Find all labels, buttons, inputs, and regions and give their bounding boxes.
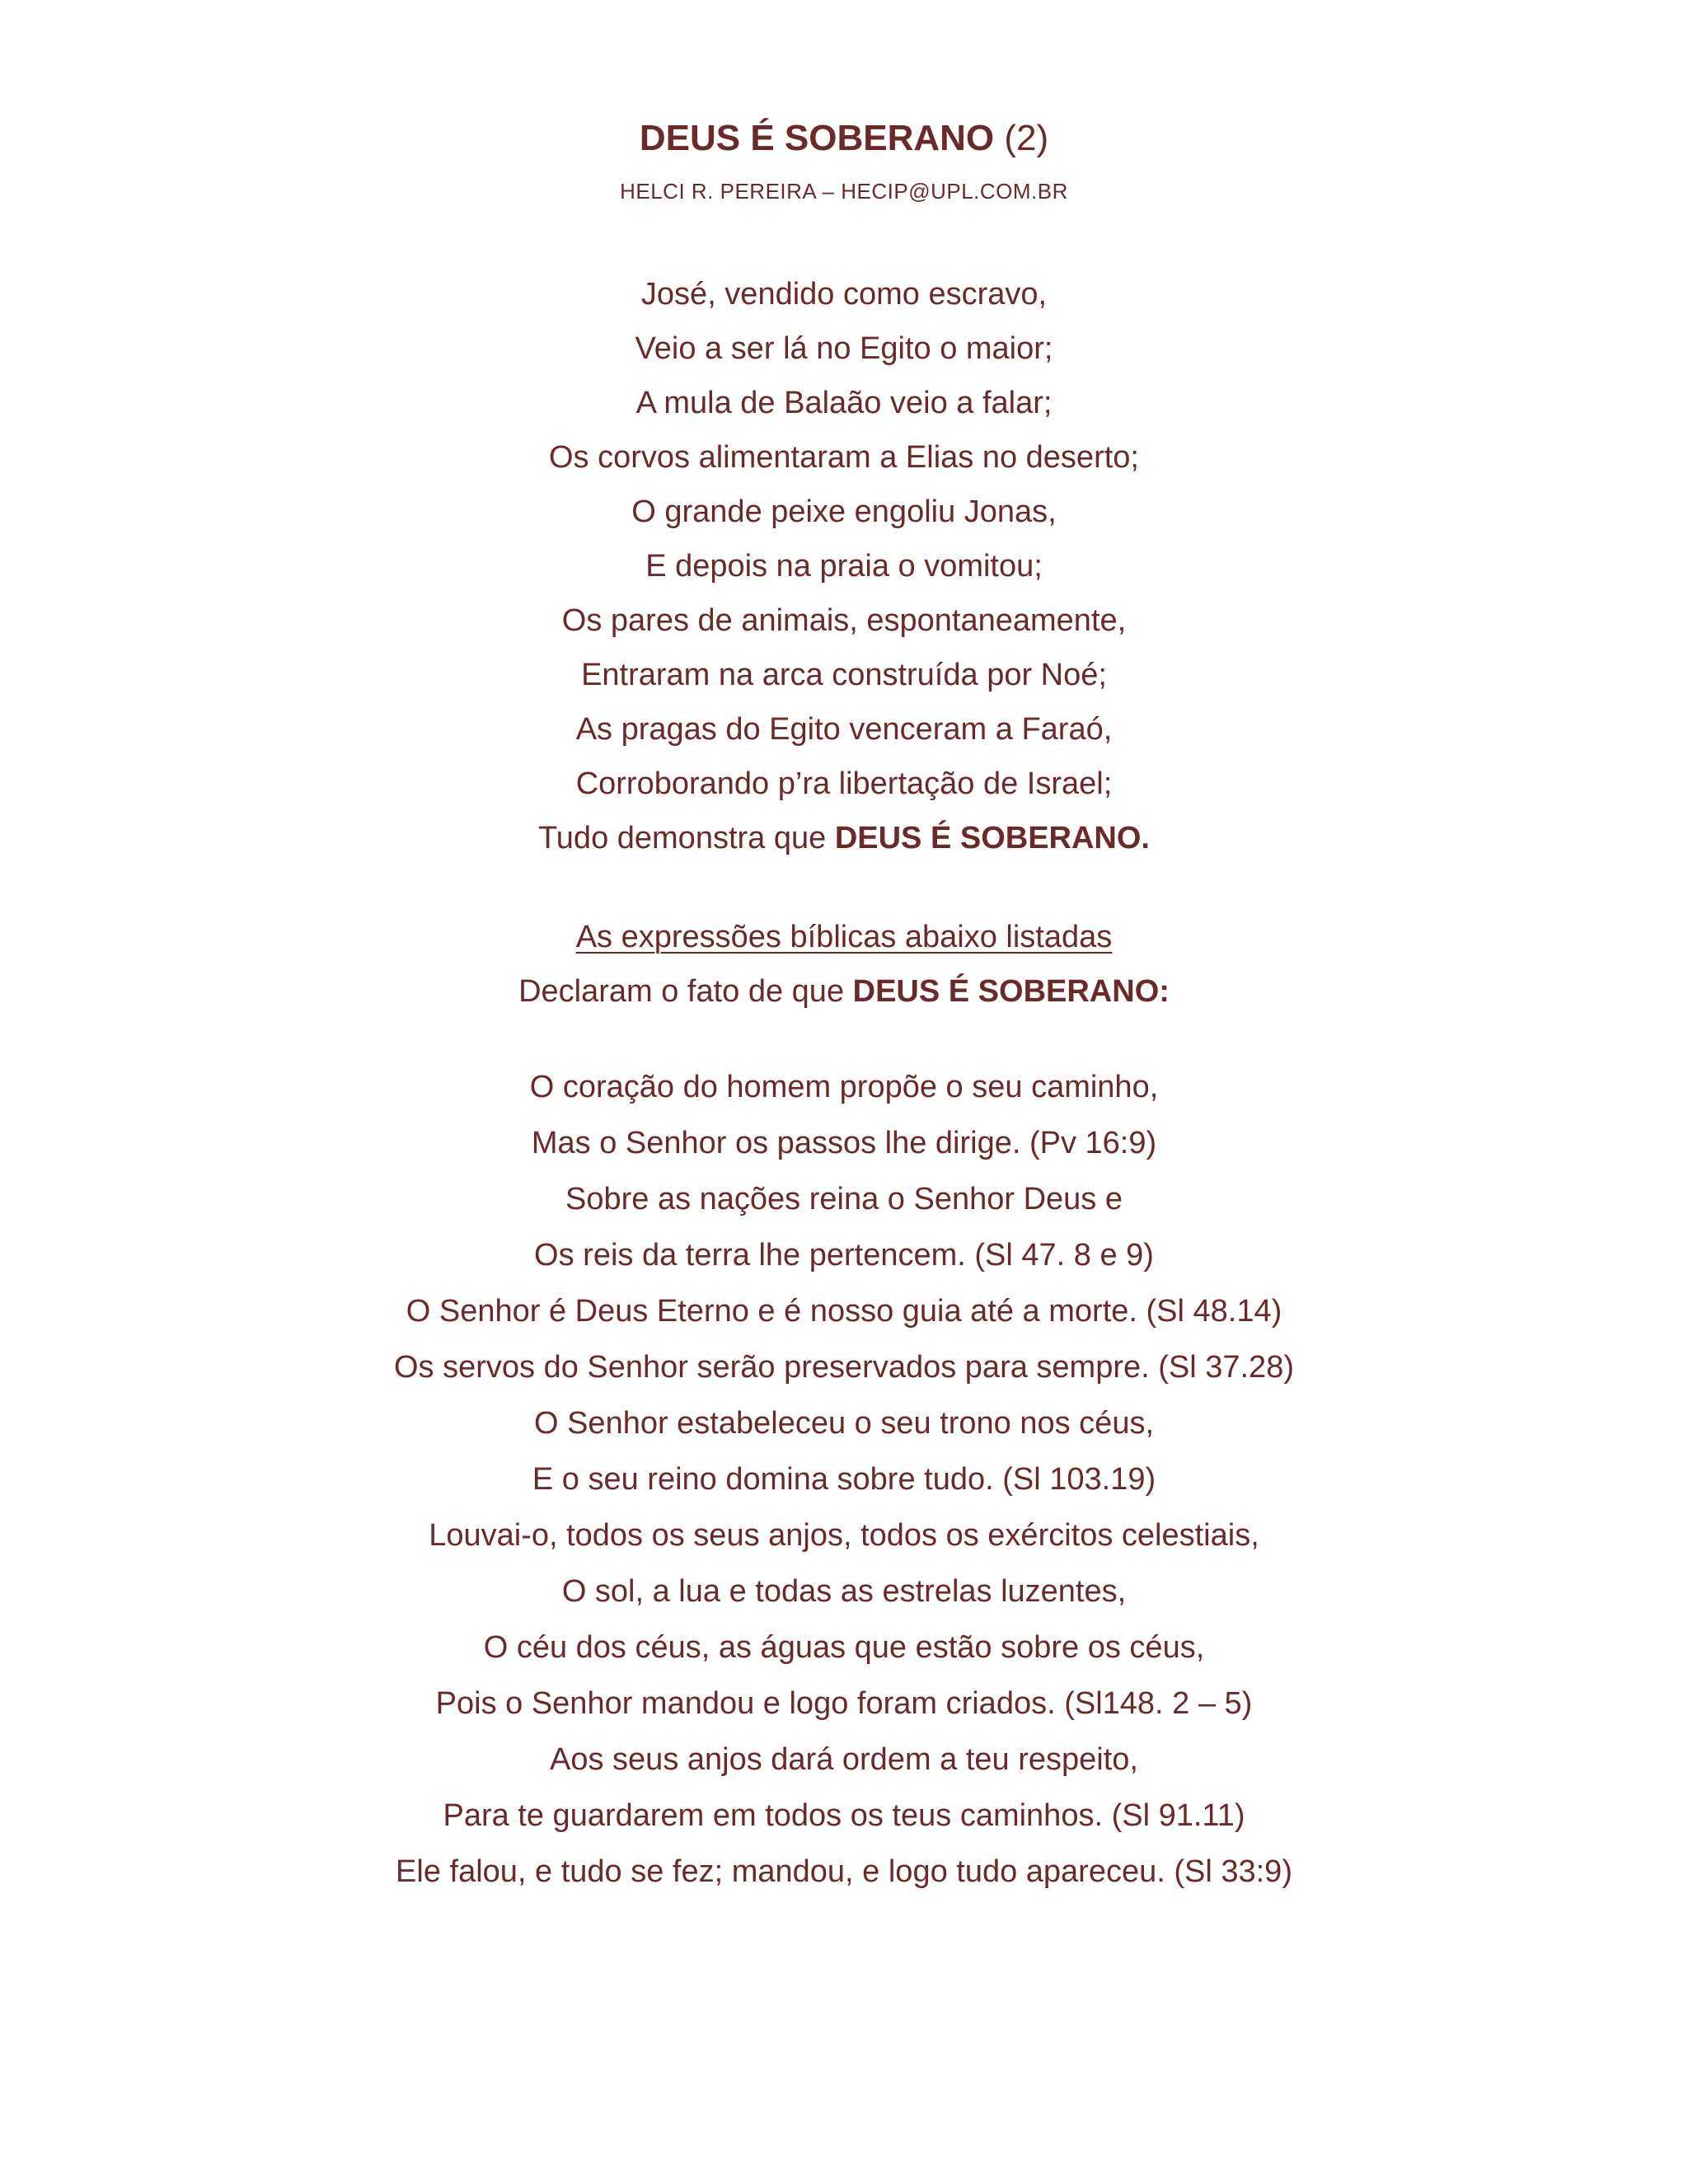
verse-line: Os reis da terra lhe pertencem. (Sl 47. 8 e 9) <box>534 1238 1154 1272</box>
verse-line: Louvai-o, todos os seus anjos, todos os exércitos celestiais, <box>429 1518 1259 1553</box>
declaration-bold: DEUS É SOBERANO: <box>852 974 1170 1009</box>
poem-line: As pragas do Egito venceram a Faraó, <box>575 712 1113 747</box>
poem-line: O grande peixe engoliu Jonas, <box>631 494 1057 529</box>
title-main: DEUS É SOBERANO <box>639 118 995 158</box>
poem-line-conclusion <box>0 811 1688 865</box>
title-suffix: (2) <box>994 118 1049 158</box>
poem-line: José, vendido como escravo, <box>640 277 1048 312</box>
verse-line: O coração do homem propõe o seu caminho, <box>529 1070 1159 1104</box>
verse-line: Pois o Senhor mandou e logo foram criados. (Sl148. 2 – 5) <box>435 1686 1253 1721</box>
verse-line: Sobre as nações reina o Senhor Deus e <box>565 1182 1123 1216</box>
verse-line: O Senhor é Deus Eterno e é nosso guia até a morte. (Sl 48.14) <box>406 1294 1282 1329</box>
verse-line: O sol, a lua e todas as estrelas luzentes, <box>561 1574 1127 1609</box>
conclusion-prefix: Tudo demonstra que <box>538 821 835 855</box>
stanza-1 <box>0 267 1688 865</box>
poem-line: A mula de Balaão veio a falar; <box>635 386 1053 420</box>
conclusion-bold: DEUS É SOBERANO. <box>834 821 1150 855</box>
verse-line: Ele falou, e tudo se fez; mandou, e logo tudo apareceu. (Sl 33:9) <box>396 1854 1292 1889</box>
verse-line: O céu dos céus, as águas que estão sobre os céus, <box>483 1630 1205 1665</box>
page-title <box>0 114 1688 163</box>
verse-line: Mas o Senhor os passos lhe dirige. (Pv 16:9) <box>531 1126 1157 1160</box>
stanza-2 <box>0 910 1688 1019</box>
verse-line: E o seu reino domina sobre tudo. (Sl 103.19) <box>532 1462 1156 1497</box>
verse-line: Para te guardarem em todos os teus caminhos. (Sl 91.11) <box>443 1798 1245 1833</box>
author-line: HELCI R. PEREIRA – HECIP@UPL.COM.BR <box>620 179 1068 204</box>
underlined-intro: As expressões bíblicas abaixo listadas <box>575 920 1113 954</box>
declaration-line <box>0 964 1688 1019</box>
poem-line: Veio a ser lá no Egito o maior; <box>635 331 1053 366</box>
poem-line: Corroborando p’ra libertação de Israel; <box>575 766 1113 801</box>
intro-line <box>0 910 1688 964</box>
verse-line: Os servos do Senhor serão preservados para sempre. (Sl 37.28) <box>394 1350 1294 1385</box>
poem-line: E depois na praia o vomitou; <box>645 549 1043 583</box>
verse-line: O Senhor estabeleceu o seu trono nos céus, <box>533 1406 1155 1441</box>
stanza-3 <box>0 1060 1688 1900</box>
declaration-prefix: Declaram o fato de que <box>518 974 853 1009</box>
poem-line: Os corvos alimentaram a Elias no deserto; <box>549 440 1139 475</box>
poem-line: Entraram na arca construída por Noé; <box>581 658 1107 692</box>
verse-line: Aos seus anjos dará ordem a teu respeito, <box>550 1742 1138 1777</box>
poem-line: Os pares de animais, espontaneamente, <box>561 603 1127 638</box>
